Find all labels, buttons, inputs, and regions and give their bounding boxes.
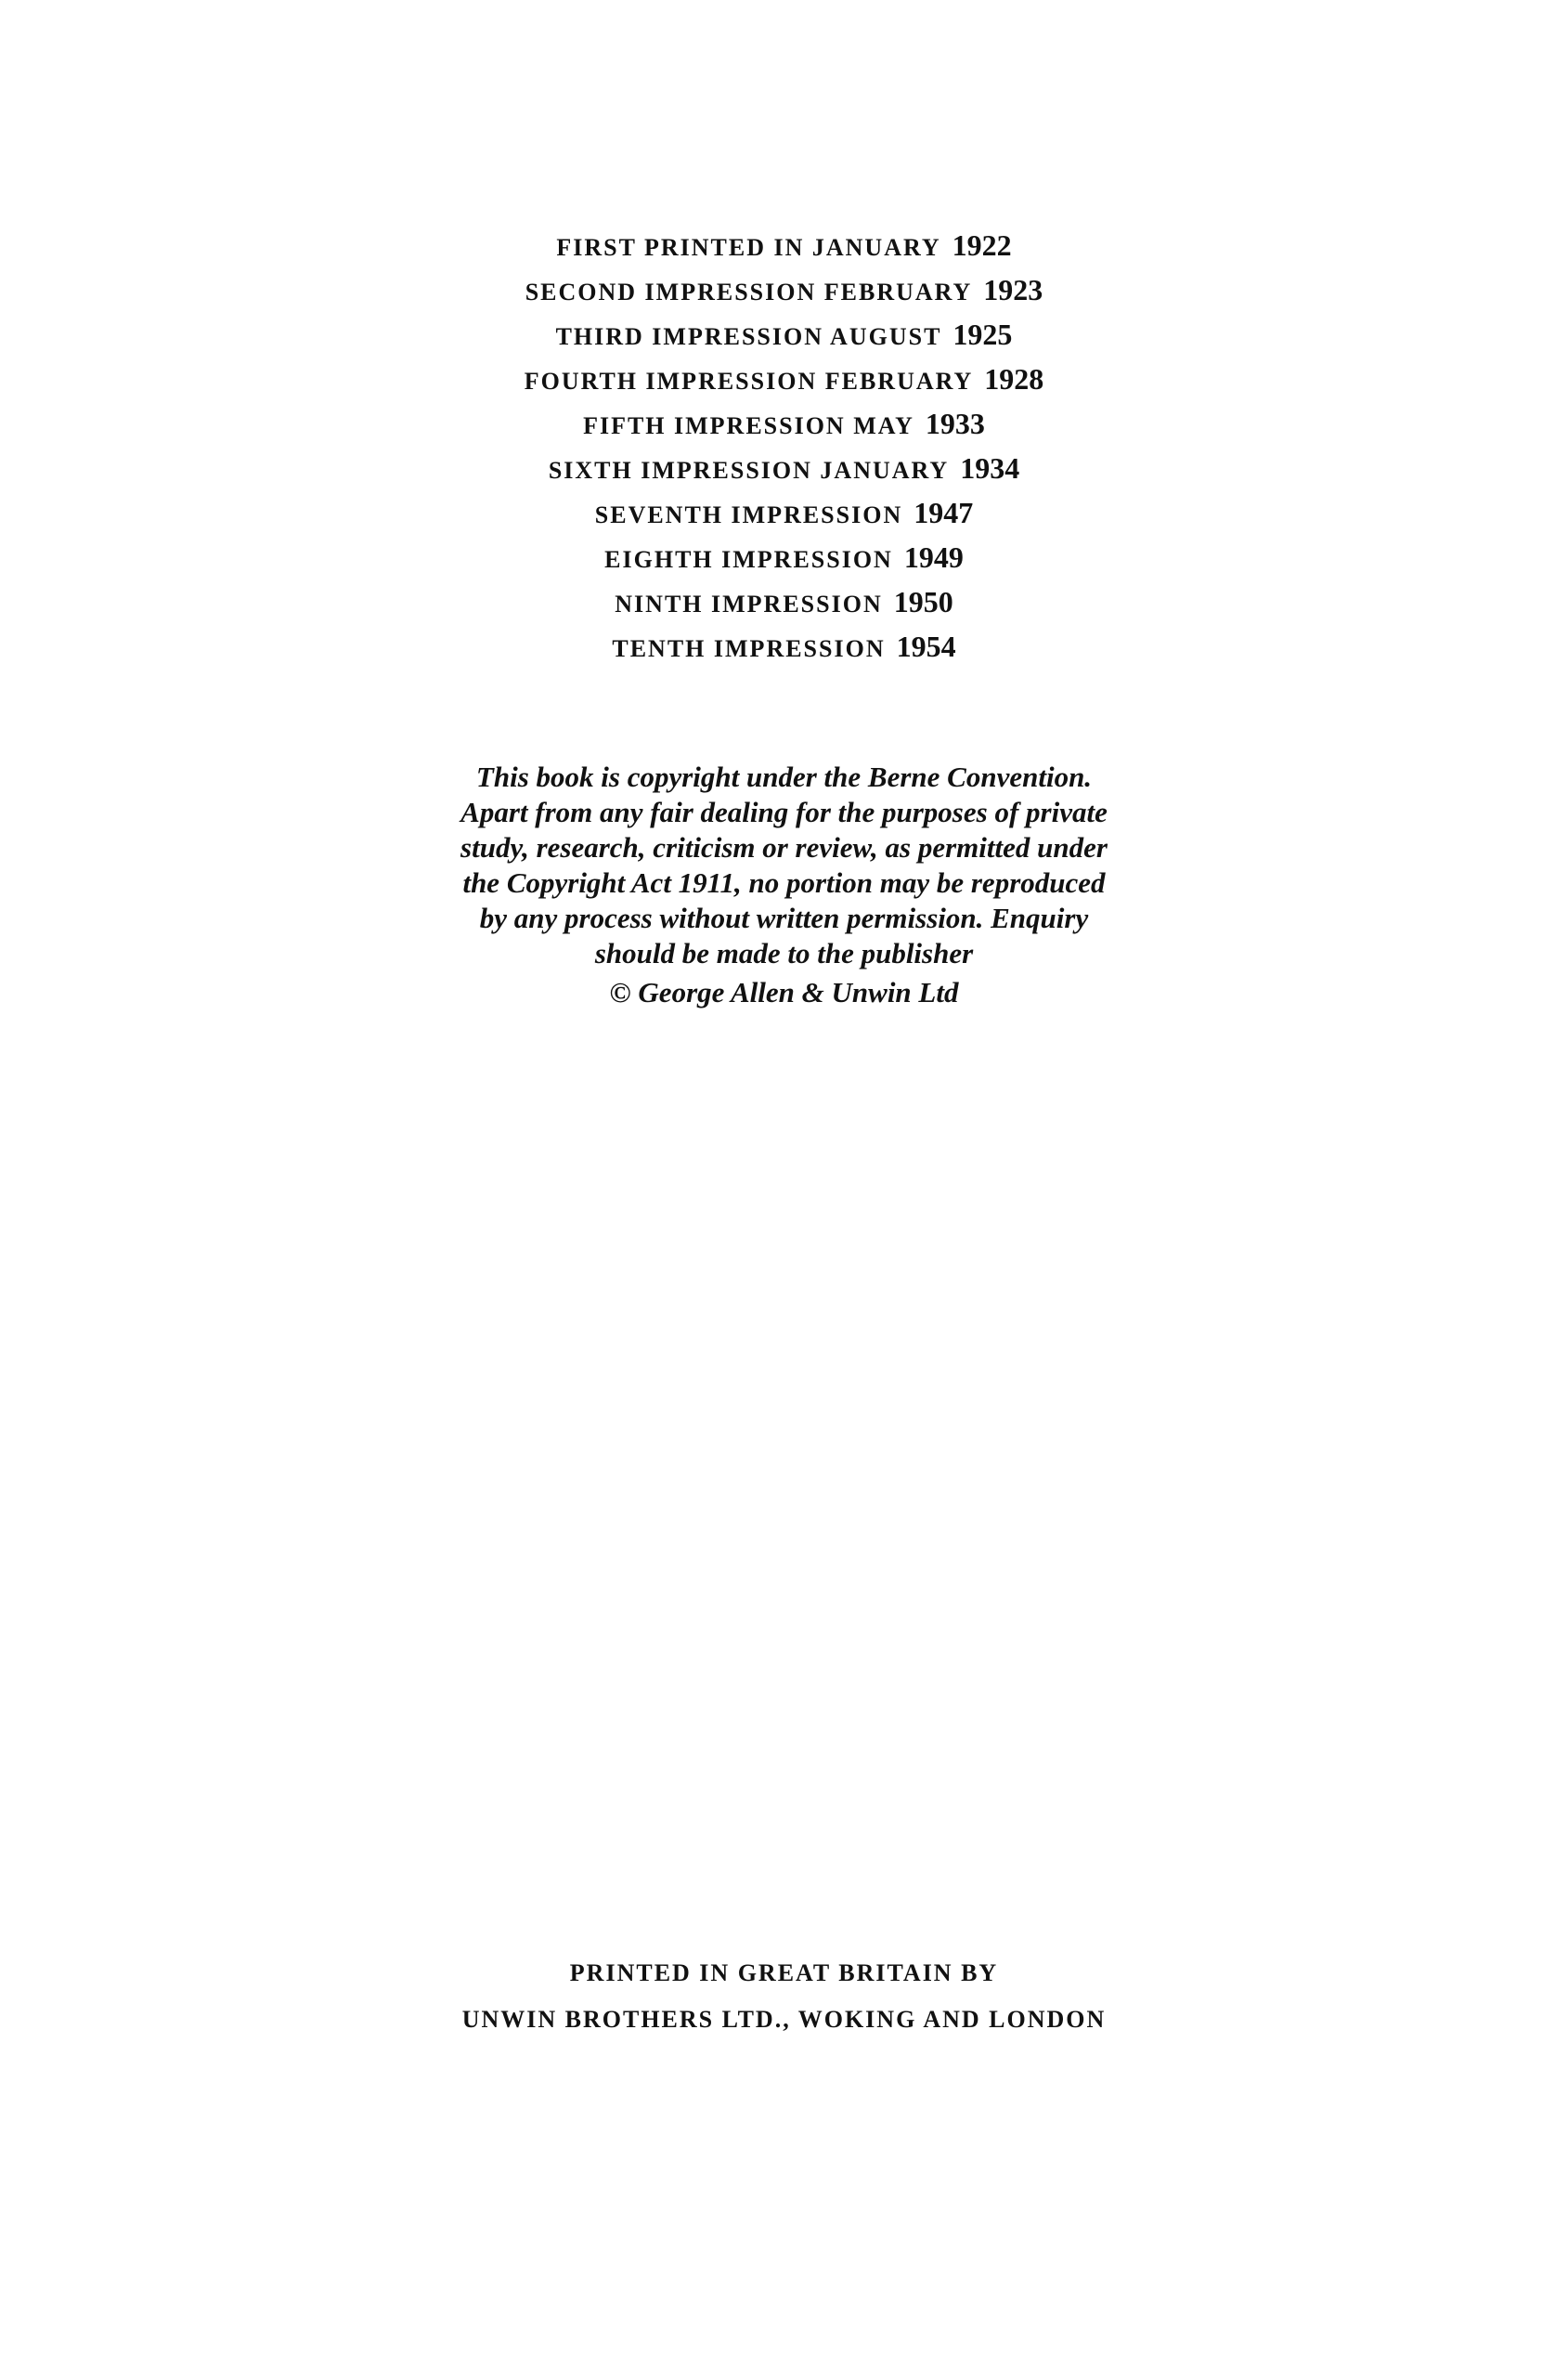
- impression-year: 1923: [983, 273, 1043, 306]
- copyright-line: study, research, criticism or review, as permitted under: [460, 831, 1108, 864]
- copyright-notice: [0, 760, 1568, 1012]
- impression-line: [0, 223, 1568, 267]
- impression-label: FIRST PRINTED IN JANUARY: [556, 234, 941, 261]
- impression-year: 1925: [952, 318, 1013, 351]
- impression-year: 1934: [960, 451, 1020, 485]
- impression-line: [0, 401, 1568, 446]
- publisher-credit: © George Allen & Unwin Ltd: [609, 976, 959, 1008]
- copyright-line: should be made to the publisher: [594, 937, 974, 969]
- impression-line: [0, 312, 1568, 357]
- impression-year: 1950: [893, 585, 953, 618]
- copyright-text: [460, 760, 1108, 1012]
- printer-imprint: [0, 1950, 1568, 2043]
- impressions-list: [0, 223, 1568, 669]
- impression-line: [0, 267, 1568, 312]
- impression-line: [0, 579, 1568, 624]
- impression-line: [0, 624, 1568, 669]
- printer-line-name: UNWIN BROTHERS LTD., WOKING AND LONDON: [461, 2006, 1107, 2033]
- copyright-line: Apart from any fair dealing for the purposes of private: [460, 796, 1108, 828]
- impression-label: SEVENTH IMPRESSION: [594, 501, 903, 528]
- impression-label: EIGHTH IMPRESSION: [604, 546, 893, 573]
- impression-label: TENTH IMPRESSION: [612, 635, 886, 662]
- copyright-line: the Copyright Act 1911, no portion may be reproduced: [462, 866, 1106, 899]
- printer-line-country: PRINTED IN GREAT BRITAIN BY: [569, 1959, 999, 1986]
- impression-year: 1954: [896, 630, 956, 663]
- impression-line: [0, 490, 1568, 535]
- impression-year: 1947: [914, 496, 974, 529]
- impression-year: 1928: [984, 362, 1044, 396]
- impression-label: SECOND IMPRESSION FEBRUARY: [525, 279, 973, 306]
- copyright-line: This book is copyright under the Berne Convention.: [475, 761, 1093, 793]
- impression-line: [0, 357, 1568, 401]
- impression-label: SIXTH IMPRESSION JANUARY: [548, 457, 950, 484]
- impression-year: 1922: [952, 228, 1012, 262]
- impression-label: FIFTH IMPRESSION MAY: [583, 412, 914, 439]
- impression-label: FOURTH IMPRESSION FEBRUARY: [524, 368, 974, 395]
- impression-line: [0, 535, 1568, 579]
- impression-year: 1933: [925, 407, 985, 440]
- impression-year: 1949: [903, 540, 964, 574]
- impression-line: [0, 446, 1568, 490]
- impression-label: NINTH IMPRESSION: [615, 591, 883, 618]
- copyright-line: by any process without written permission. Enquiry: [479, 902, 1089, 934]
- impression-label: THIRD IMPRESSION AUGUST: [555, 323, 942, 350]
